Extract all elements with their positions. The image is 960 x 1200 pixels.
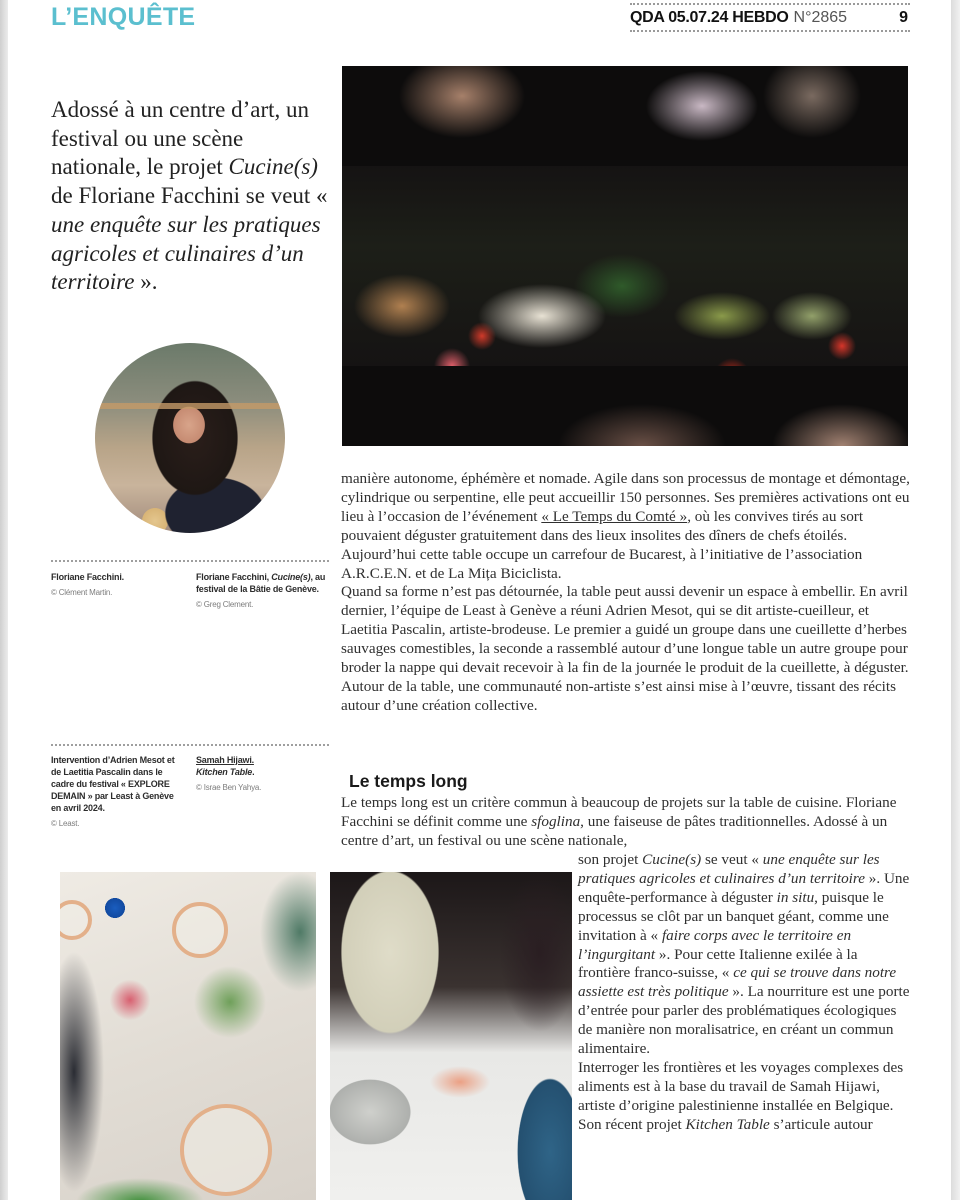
portrait-photo <box>95 343 285 533</box>
article-body-column <box>578 851 913 1135</box>
page-folio <box>630 3 910 32</box>
paragraph-text: manière autonome, éphémère et nomade. Agile dans son processus de montage et démontage, cylindrique ou serpentine, elle peut accueillir 150 personnes. Ses premières activations ont eu lieu à l’occasion de l’événement <box>341 470 910 525</box>
event-link[interactable]: « Le Temps du Comté » <box>541 507 688 525</box>
section-subheading: Le temps long <box>349 771 468 791</box>
article-paragraph <box>578 1059 913 1135</box>
pull-quote <box>51 96 336 297</box>
page-edge-right <box>951 0 960 1200</box>
issue-number: N°2865 <box>793 8 848 26</box>
caption-hero <box>196 571 326 611</box>
photo-credit: © Israe Ben Yahya. <box>196 783 262 792</box>
caption-title: Cucine(s) <box>271 572 311 582</box>
page-edge-left <box>0 0 8 1200</box>
caption-text: , au festival de la Bâtie de Genève. <box>196 572 326 594</box>
publication-date: QDA 05.07.24 HEBDO <box>630 8 789 26</box>
banquet-table-food <box>342 166 908 366</box>
article-paragraph <box>341 794 911 851</box>
section-rubric: L’ENQUÊTE <box>51 3 196 31</box>
pull-quote-title: Cucine(s) <box>228 154 318 180</box>
italic-term: Kitchen Table <box>685 1115 770 1133</box>
article-paragraph: Quand sa forme n’est pas détournée, la table peut aussi devenir un espace à embellir. En avril dernier, l’équipe de Least à Genève a réuni Adrien Mesot, qui se dit artiste-cueilleur, et Laetitia Pascalin, artiste-brodeuse. Le premier a guidé un groupe dans une cueillette d’herbes sauvages comestibles, la seconde a rassemblé autour d’une longue table un autre groupe pour broder la nappe qui devait recevoir à la fin de la journée le produit de la cueillette, à déguster. Autour de la table, une communauté non-artiste s’est ainsi mise à l’œuvre, tissant des récits autour d’une création collective. <box>341 583 909 714</box>
magazine-page <box>8 0 951 1200</box>
paragraph-text: se veut « <box>701 851 763 868</box>
caption-title: Kitchen Table <box>196 767 253 777</box>
paragraph-text: , une faiseuse de pâtes traditionnelles. Adossé à un centre d’art, un festival ou une scène nationale, <box>341 812 888 849</box>
italic-quote: faire corps avec le territoire en l’ingurgitant <box>578 926 852 963</box>
pull-quote-text: Adossé à un centre d’art, un festival ou une scène nationale, le projet <box>51 97 310 180</box>
paragraph-text: ». Une enquête-performance à déguster <box>578 869 910 906</box>
italic-quote: une enquête sur les pratiques agricoles et culinaires d’un territoire <box>578 851 880 887</box>
portrait-background-shelf <box>95 403 285 409</box>
italic-term: Cucine(s) <box>642 851 702 868</box>
page-number: 9 <box>899 8 908 26</box>
embroidery-hoop <box>180 1104 272 1196</box>
pull-quote-citation: une enquête sur les pratiques agricoles et culinaires d’un territoire <box>51 211 321 295</box>
caption-text: Floriane Facchini. <box>51 572 124 582</box>
article-paragraph <box>578 851 913 1059</box>
paragraph-text: son projet <box>578 851 643 868</box>
article-body-top <box>341 470 911 716</box>
paragraph-text: Interroger les frontières et les voyages complexes des aliments est à la base du travail de Samah Hijawi, artiste d’origine palestinienne installée en Belgique. Son récent projet <box>578 1058 904 1133</box>
caption-text: . <box>252 767 255 777</box>
paragraph-text: ». La nourriture est une porte d’entrée pour parler des problématiques écologiques de manière non moralisatrice, en créant un commun alimentaire. <box>578 983 910 1058</box>
paragraph-text: Le temps long est un critère commun à beaucoup de projets sur la table de cuisine. Floriane Facchini se définit comme une <box>341 794 897 830</box>
caption-divider <box>51 744 329 746</box>
paragraph-text: s’articule autour <box>769 1115 873 1133</box>
hero-photo-banquet <box>342 66 908 446</box>
paragraph-text: , où les convives tirés au sort pouvaient déguster gratuitement dans des lieux insolites des dîners de chefs étoilés. Aujourd’hui cette table occupe un carrefour de Bucarest, à l’initiative de l’association A.R.C.E.N. et de La Mița Biciclista. <box>341 507 864 582</box>
paragraph-text: ». Pour cette Italienne exilée à la frontière franco-suisse, « <box>578 945 858 982</box>
italic-term: sfoglina <box>531 812 581 830</box>
photo-credit: © Least. <box>51 819 80 828</box>
article-paragraph <box>341 470 911 583</box>
photo-credit: © Greg Clement. <box>196 600 254 609</box>
italic-term: in situ <box>776 888 815 906</box>
caption-text: Floriane Facchini, <box>196 572 272 582</box>
caption-divider <box>51 560 329 562</box>
embroidery-hoop <box>172 902 228 958</box>
photo-credit: © Clément Martin. <box>51 588 113 597</box>
photo-embroidery <box>60 872 316 1200</box>
caption-name: Samah Hijawi. <box>196 755 254 765</box>
caption-text: Intervention d’Adrien Mesot et de Laetitia Pascalin dans le cadre du festival « EXPLORE DEMAIN » par Least à Genève en avril 2024. <box>51 755 175 813</box>
article-body-middle <box>341 794 911 851</box>
pull-quote-text: ». <box>134 269 158 295</box>
paragraph-text: , puisque le processus se clôt par un banquet géant, comme une invitation à « <box>578 888 889 944</box>
caption-kitchen <box>196 754 326 794</box>
caption-embroidery <box>51 754 183 830</box>
photo-kitchen-table <box>330 872 572 1200</box>
embroidery-hoop <box>60 900 92 940</box>
italic-quote: ce qui se trouve dans notre assiette est très politique <box>578 964 897 1001</box>
caption-portrait <box>51 571 181 599</box>
pull-quote-text: de Floriane Facchini se veut « <box>51 183 328 209</box>
